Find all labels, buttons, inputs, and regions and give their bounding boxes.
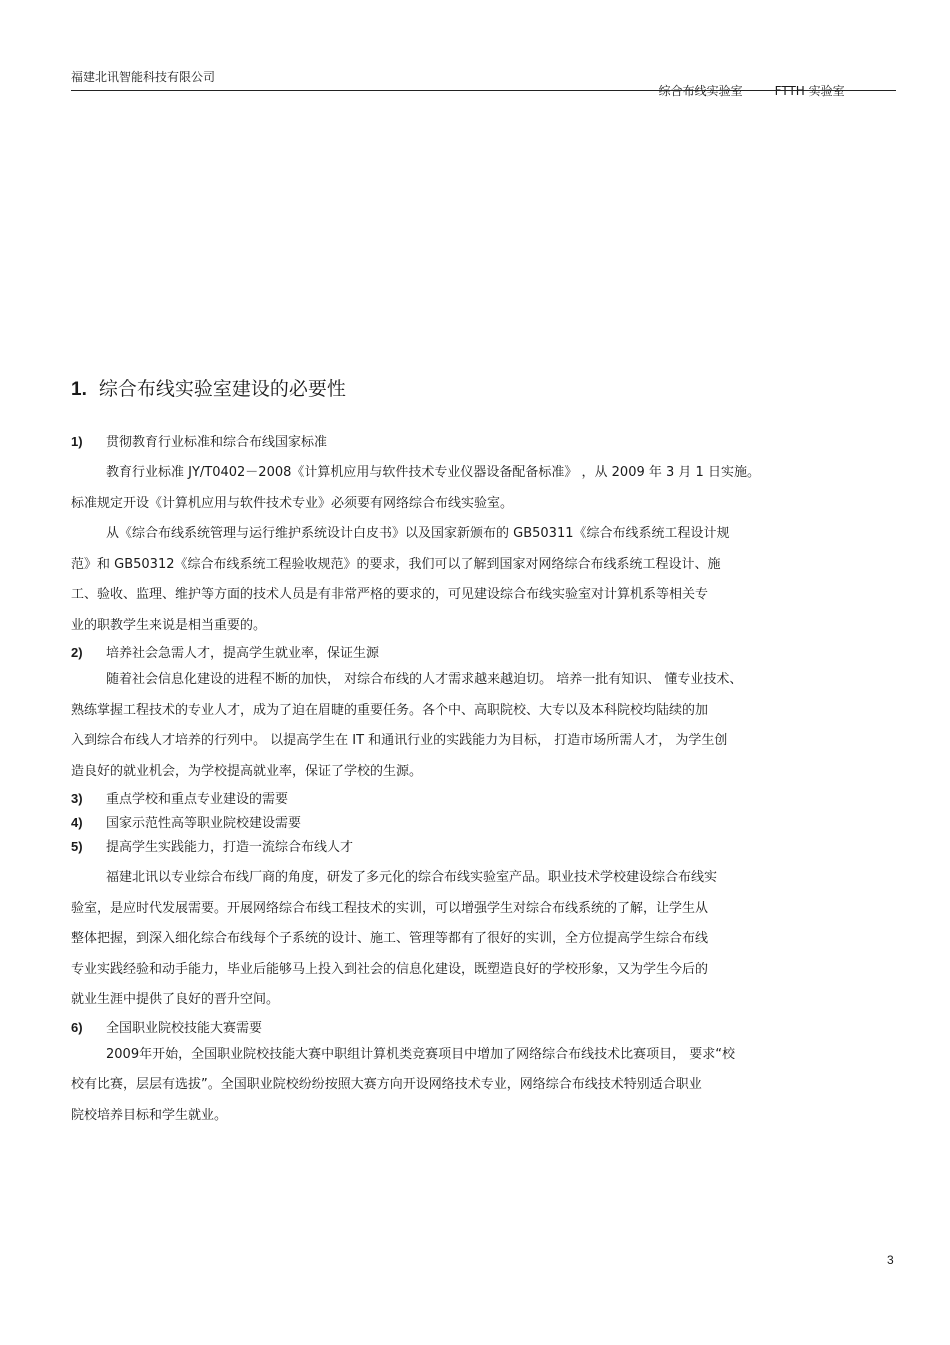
paragraph-line: 熟练掌握工程技术的专业人才，成为了迫在眉睫的重要任务。各个中、高职院校、大专以及本科院校均陆续的加 (71, 702, 709, 718)
paragraph-line: 院校培养目标和学生就业。 (71, 1107, 228, 1123)
section-title: 综合布线实验室建设的必要性 (98, 378, 346, 400)
item-title: 国家示范性高等职业院校建设需要 (106, 816, 302, 831)
item-number: 3) (71, 791, 83, 806)
item-number: 1) (71, 434, 83, 449)
item-number: 5) (71, 839, 83, 854)
paragraph-line: 2009年开始，全国职业院校技能大赛中职组计算机类竞赛项目中增加了网络综合布线技术比赛项目， 要求“校 (106, 1046, 735, 1062)
paragraph-line: 福建北讯以专业综合布线厂商的角度，研发了多元化的综合布线实验室产品。职业技术学校建设综合布线实 (106, 870, 718, 885)
paragraph-line: 教育行业标准 JY/T0402－2008《计算机应用与软件技术专业仪器设备配备标准》 ，从 2009 年 3 月 1 日实施。 (106, 465, 760, 480)
list-item (71, 787, 893, 811)
item-number: 6) (71, 1019, 83, 1035)
paragraph-line: 就业生涯中提供了良好的晋升空间。 (71, 992, 280, 1007)
item-number: 4) (71, 815, 83, 830)
body-content (71, 430, 893, 1131)
list-item (71, 811, 893, 835)
page-number: 3 (887, 1253, 894, 1267)
list-item (71, 430, 893, 454)
paragraph-line: 入到综合布线人才培养的行列中。 以提高学生在 IT 和通讯行业的实践能力为目标， 打造市场所需人才， 为学生创 (71, 733, 728, 748)
header-right (651, 68, 845, 99)
item-title: 培养社会急需人才，提高学生就业率，保证生源 (106, 646, 380, 661)
list-item (71, 835, 893, 859)
item-number: 2) (71, 645, 83, 660)
item-title: 提高学生实践能力，打造一流综合布线人才 (106, 840, 354, 855)
paragraph-line: 整体把握，到深入细化综合布线每个子系统的设计、施工、管理等都有了很好的实训，全方位提高学生综合布线 (71, 931, 709, 946)
paragraph-line: 专业实践经验和动手能力，毕业后能够马上投入到社会的信息化建设，既塑造良好的学校形象，又为学生今后的 (71, 961, 709, 977)
paragraph-line: 范》和 GB50312《综合布线系统工程验收规范》的要求，我们可以了解到国家对网络综合布线系统工程设计、施 (71, 556, 721, 572)
section-number: 1. (71, 379, 87, 400)
section-heading (71, 374, 346, 401)
paragraph-line: 造良好的就业机会，为学校提高就业率，保证了学校的生源。 (71, 763, 423, 779)
paragraph-line: 工、验收、监理、维护等方面的技术人员是有非常严格的要求的，可见建设综合布线实验室对计算机系等相关专 (71, 587, 709, 602)
header-lab-b: FTTH 实验室 (774, 84, 845, 98)
header-company: 福建北讯智能科技有限公司 (71, 70, 216, 84)
paragraph-line: 验室，是应时代发展需要。开展网络综合布线工程技术的实训，可以增强学生对综合布线系统的了解，让学生从 (71, 900, 709, 916)
item-title: 重点学校和重点专业建设的需要 (106, 792, 289, 807)
paragraph-line: 随着社会信息化建设的进程不断的加快， 对综合布线的人才需求越来越迫切。 培养一批有知识、 懂专业技术、 (106, 672, 743, 687)
list-item (71, 641, 893, 665)
paragraph-line: 从《综合布线系统管理与运行维护系统设计白皮书》以及国家新颁布的 GB50311《综合布线系统工程设计规 (106, 526, 730, 541)
item-title: 贯彻教育行业标准和综合布线国家标准 (106, 435, 328, 450)
paragraph-line: 标准规定开设《计算机应用与软件技术专业》必须要有网络综合布线实验室。 (71, 495, 514, 511)
header-lab-a: 综合布线实验室 (658, 84, 743, 98)
list-item (71, 1016, 893, 1040)
paragraph-line: 业的职教学生来说是相当重要的。 (71, 617, 267, 633)
paragraph-line: 校有比赛，层层有选拔”。全国职业院校纷纷按照大赛方向开设网络技术专业，网络综合布线技术特别适合职业 (71, 1077, 702, 1092)
header-divider (71, 90, 896, 91)
item-title: 全国职业院校技能大赛需要 (106, 1020, 263, 1036)
